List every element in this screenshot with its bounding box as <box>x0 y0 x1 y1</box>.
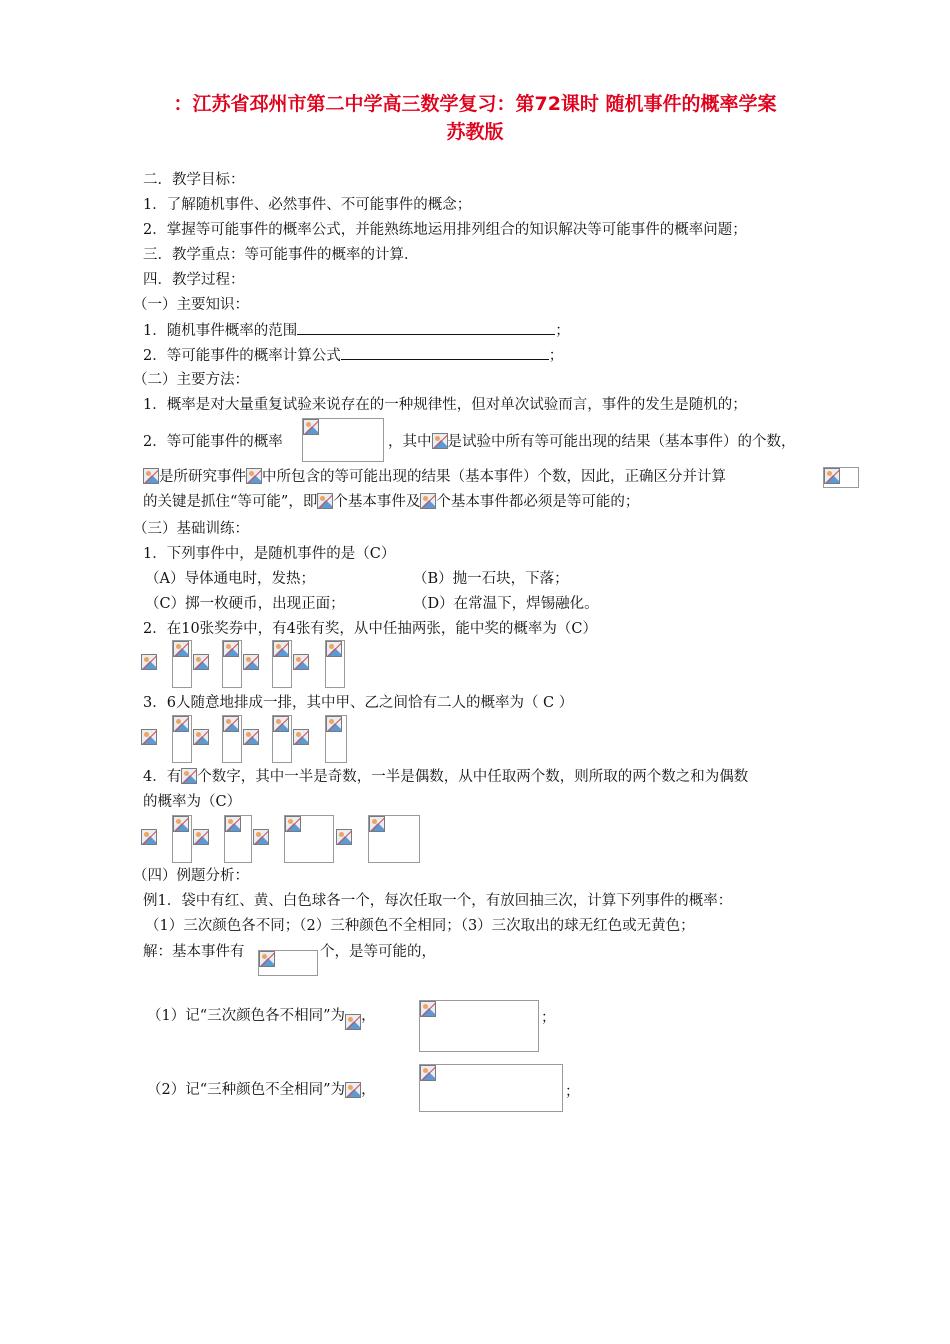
key-point: 三．教学重点：等可能事件的概率的计算． <box>143 247 419 263</box>
goals-heading: 二．教学目标： <box>143 172 245 188</box>
broken-image-icon <box>345 1014 361 1030</box>
broken-image-icon <box>303 419 319 435</box>
question-4-b: 个数字，其中一半是奇数，一半是偶数，从中任取两个数，则所取的两个数之和为偶数 <box>197 769 749 785</box>
choice-image-frame <box>272 715 292 763</box>
part-2-line <box>147 1080 376 1100</box>
broken-image-icon <box>273 641 289 657</box>
broken-image-icon <box>193 654 209 670</box>
choice-image-frame <box>172 715 192 763</box>
question-2: 2．在10张奖券中，有4张有奖，从中任抽两张，能中奖的概率为（C） <box>143 621 597 637</box>
option-a: （A）导体通电时，发热； <box>145 571 315 587</box>
method-2-d: 是所研究事件 <box>159 469 246 485</box>
choice-image-frame <box>222 640 242 688</box>
choice-image-frame <box>325 640 345 688</box>
semicolon: ； <box>541 1010 556 1026</box>
broken-image-icon <box>223 641 239 657</box>
knowledge-item-1 <box>143 320 570 341</box>
broken-image-icon <box>273 716 289 732</box>
broken-image-icon <box>193 729 209 745</box>
broken-image-icon <box>243 654 259 670</box>
broken-image-icon <box>420 1065 436 1081</box>
broken-image-icon <box>345 1082 361 1098</box>
broken-image-icon <box>193 829 209 845</box>
knowledge-item-2-text: 2．等可能事件的概率计算公式 <box>143 348 341 364</box>
option-b: （B）抛一石块，下落； <box>413 571 569 587</box>
example-1-parts: （1）三次颜色各不同；（2）三种颜色不全相同；（3）三次取出的球无红色或无黄色； <box>145 918 695 934</box>
broken-image-icon <box>225 816 241 832</box>
broken-image-icon <box>326 641 342 657</box>
broken-image-icon <box>173 816 189 832</box>
question-3: 3．6人随意地排成一排，其中甲、乙之间恰有二人的概率为（ C ） <box>143 695 574 711</box>
semicolon: ； <box>548 348 564 364</box>
part-2-b: ， <box>361 1082 376 1098</box>
example-1: 例1．袋中有红、黄、白色球各一个，每次任取一个，有放回抽三次，计算下列事件的概率： <box>143 893 733 909</box>
knowledge-heading: （一）主要知识： <box>133 297 249 313</box>
method-2-f: 的关键是抓住“等可能”，即 <box>143 494 318 510</box>
method-1: 1．概率是对大量重复试验来说存在的一种规律性，但对单次试验而言，事件的发生是随机的； <box>143 397 747 413</box>
method-2-e: 中所包含的等可能出现的结果（基本事件）个数，因此，正确区分并计算 <box>262 469 726 485</box>
broken-image-icon <box>141 829 157 845</box>
formula-image-frame <box>823 467 859 488</box>
choice-image-frame <box>325 715 347 763</box>
methods-heading: （二）主要方法： <box>133 372 249 388</box>
broken-image-icon <box>246 468 262 484</box>
process-heading: 四．教学过程： <box>143 272 245 288</box>
part-2-a: （2）记“三种颜色不全相同”为 <box>147 1082 346 1098</box>
semicolon: ； <box>555 323 570 339</box>
broken-image-icon <box>824 468 840 484</box>
method-2-text-a: 2．等可能事件的概率 <box>143 434 283 450</box>
broken-image-icon <box>420 1001 436 1017</box>
title-line-2: 苏教版 <box>446 121 504 143</box>
broken-image-icon <box>141 729 157 745</box>
solution-text-b: 个，是等可能的， <box>320 944 436 960</box>
broken-image-icon <box>259 951 275 967</box>
broken-image-icon <box>143 468 159 484</box>
part-1-a: （1）记“三次颜色各不相同”为 <box>147 1008 346 1024</box>
broken-image-icon <box>173 641 189 657</box>
question-4-line-2: 的概率为（C） <box>143 794 242 810</box>
choice-image-frame <box>222 715 242 763</box>
method-2-h: 个基本事件都必须是等可能的； <box>436 494 640 510</box>
formula-image-frame <box>302 418 384 462</box>
method-2-line-3 <box>143 492 639 512</box>
broken-image-icon <box>243 729 259 745</box>
answer-blank <box>297 320 555 335</box>
broken-image-icon <box>253 829 269 845</box>
broken-image-icon <box>223 716 239 732</box>
choice-image-frame <box>224 815 252 863</box>
option-d: （D）在常温下，焊锡融化。 <box>413 596 599 612</box>
choice-image-frame <box>172 640 192 688</box>
broken-image-icon <box>293 729 309 745</box>
part-1-b: ， <box>361 1008 376 1024</box>
broken-image-icon <box>141 654 157 670</box>
broken-image-icon <box>336 829 352 845</box>
broken-image-icon <box>326 716 342 732</box>
knowledge-item-1-text: 1．随机事件概率的范围 <box>143 323 298 339</box>
part-1-line <box>147 1006 376 1030</box>
method-2-b: ，其中 <box>388 434 432 450</box>
question-4-line-1 <box>143 767 748 787</box>
choice-image-frame <box>368 815 420 863</box>
choice-image-frame <box>172 815 192 863</box>
formula-image-frame <box>258 950 318 976</box>
question-4-a: 4．有 <box>143 769 182 785</box>
formula-image-frame <box>419 1064 563 1112</box>
method-2-g: 个基本事件及 <box>333 494 421 510</box>
question-1: 1．下列事件中，是随机事件的是（C） <box>143 546 396 562</box>
broken-image-icon <box>293 654 309 670</box>
method-2-text-b <box>388 432 796 452</box>
training-heading: （三）基础训练： <box>133 521 249 537</box>
solution-text-a: 解：基本事件有 <box>143 944 245 960</box>
goal-1: 1．了解随机事件、必然事件、不可能事件的概念； <box>143 197 472 213</box>
broken-image-icon <box>420 493 436 509</box>
method-2-line-2 <box>143 467 726 487</box>
broken-image-icon <box>173 716 189 732</box>
semicolon: ； <box>565 1084 580 1100</box>
title-line-1: ：江苏省邳州市第二中学高三数学复习：第72课时 随机事件的概率学案 <box>173 93 777 115</box>
broken-image-icon <box>369 816 385 832</box>
formula-image-frame <box>419 1000 539 1052</box>
goal-2: 2．掌握等可能事件的概率公式，并能熟练地运用排列组合的知识解决等可能事件的概率问题； <box>143 222 747 238</box>
choice-image-frame <box>284 815 334 863</box>
knowledge-item-2 <box>143 345 563 366</box>
broken-image-icon <box>317 493 333 509</box>
broken-image-icon <box>181 768 197 784</box>
broken-image-icon <box>285 816 301 832</box>
examples-heading: （四）例题分析： <box>133 868 249 884</box>
method-2-c: 是试验中所有等可能出现的结果（基本事件）的个数， <box>447 434 796 450</box>
choice-image-frame <box>272 640 292 688</box>
answer-blank <box>341 345 549 360</box>
broken-image-icon <box>432 433 448 449</box>
option-c: （C）掷一枚硬币，出现正面； <box>145 596 345 612</box>
